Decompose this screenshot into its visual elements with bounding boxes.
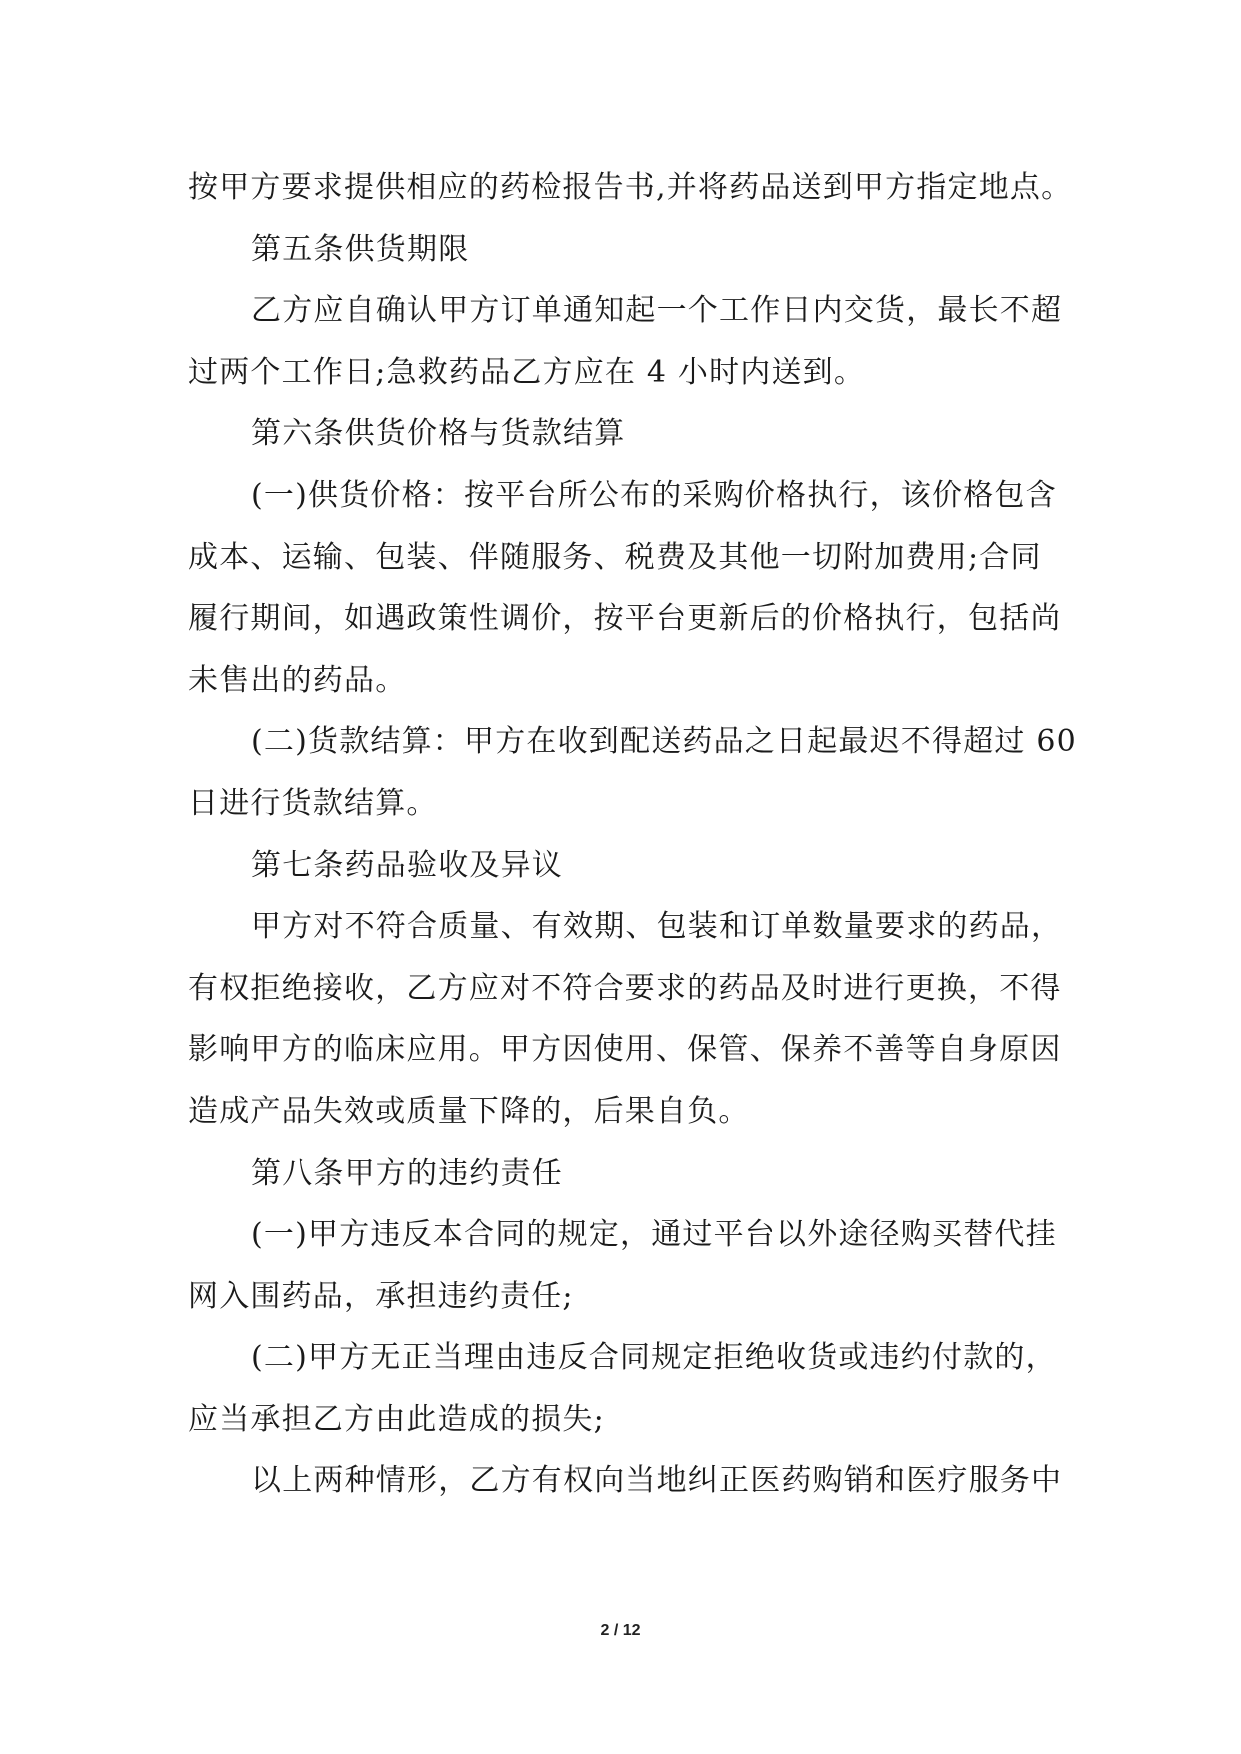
page-number: 2 / 12 (600, 1622, 641, 1639)
text-line: 未售出的药品。 (188, 662, 407, 698)
text-line: 成本、运输、包装、伴随服务、税费及其他一切附加费用;合同 (188, 539, 1042, 575)
text-line: (一)甲方违反本合同的规定，通过平台以外途径购买替代挂 (251, 1217, 1057, 1253)
text-line: (一)供货价格：按平台所公布的采购价格执行，该价格包含 (251, 477, 1057, 513)
text-line: 有权拒绝接收，乙方应对不符合要求的药品及时进行更换，不得 (188, 970, 1062, 1006)
text-line: 应当承担乙方由此造成的损失; (188, 1401, 605, 1437)
text-line: 过两个工作日;急救药品乙方应在 4 小时内送到。 (188, 354, 866, 390)
section-heading: 第八条甲方的违约责任 (251, 1155, 563, 1191)
text-line: 日进行货款结算。 (188, 785, 438, 821)
text-line: (二)货款结算：甲方在收到配送药品之日起最迟不得超过 60 (251, 724, 1077, 760)
text-line: 乙方应自确认甲方订单通知起一个工作日内交货，最长不超 (251, 293, 1063, 329)
section-heading: 第七条药品验收及异议 (251, 847, 563, 883)
text-line: 甲方对不符合质量、有效期、包装和订单数量要求的药品， (251, 909, 1063, 945)
text-line: 影响甲方的临床应用。甲方因使用、保管、保养不善等自身原因 (188, 1032, 1062, 1068)
text-line: 网入围药品，承担违约责任; (188, 1278, 574, 1314)
text-line: 以上两种情形，乙方有权向当地纠正医药购销和医疗服务中 (251, 1463, 1063, 1499)
document-body (188, 157, 1077, 1512)
text-line: 造成产品失效或质量下降的，后果自负。 (188, 1093, 750, 1129)
text-line: (二)甲方无正当理由违反合同规定拒绝收货或违约付款的， (251, 1340, 1057, 1376)
section-heading: 第五条供货期限 (251, 231, 470, 267)
text-line: 履行期间，如遇政策性调价，按平台更新后的价格执行，包括尚 (188, 601, 1062, 637)
text-line: 按甲方要求提供相应的药检报告书,并将药品送到甲方指定地点。 (188, 170, 1073, 205)
section-heading: 第六条供货价格与货款结算 (251, 416, 626, 452)
